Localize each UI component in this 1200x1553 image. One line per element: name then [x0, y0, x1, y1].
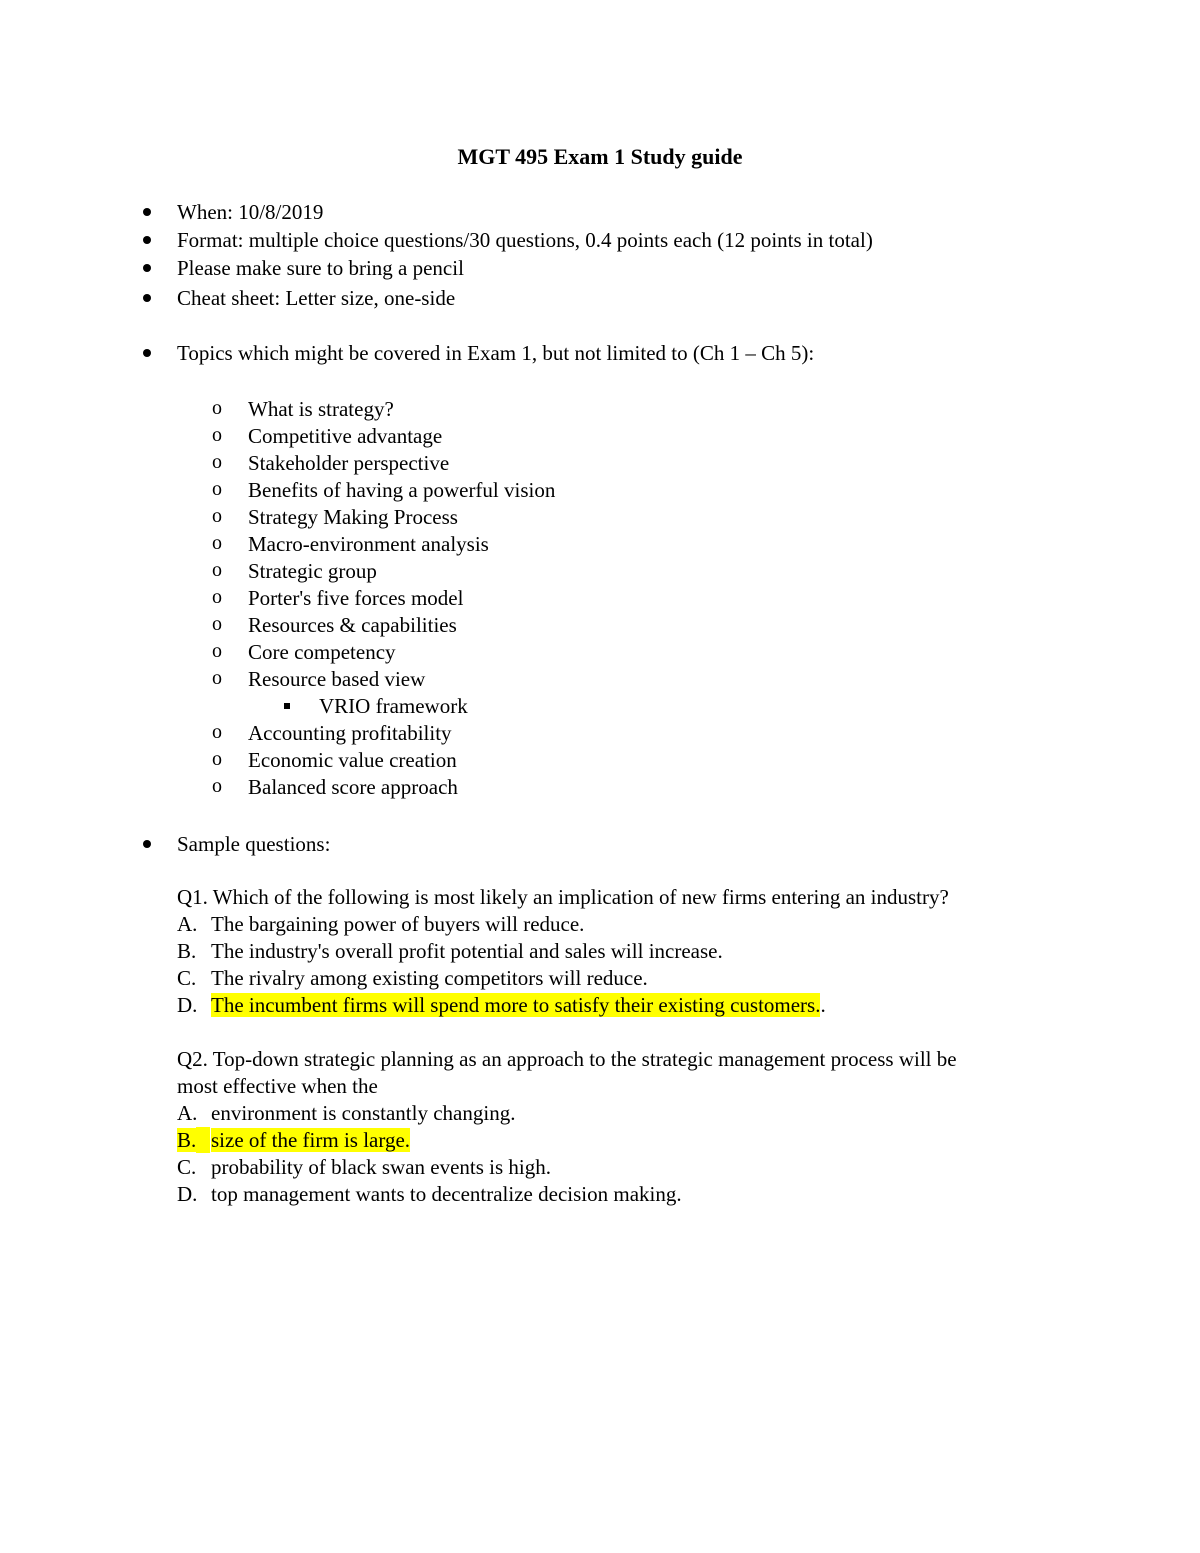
circle-bullet-icon: o [212, 559, 222, 581]
info-cheat-sheet: Cheat sheet: Letter size, one-side [177, 286, 456, 310]
q1-option-d-period: . [820, 993, 826, 1017]
sample-questions-heading: Sample questions: [177, 832, 331, 856]
circle-bullet-icon: o [212, 613, 222, 635]
square-bullet-icon [284, 703, 290, 709]
topic-item: Stakeholder perspective [248, 451, 450, 475]
topic-item: Benefits of having a powerful vision [248, 478, 556, 502]
topic-item: Economic value creation [248, 748, 457, 772]
q2-option-b-wrap [177, 1127, 210, 1153]
circle-bullet-icon: o [212, 667, 222, 689]
topic-item: Balanced score approach [248, 775, 458, 799]
bullet-icon [143, 236, 151, 244]
q1-option-d-letter: D. [177, 993, 198, 1017]
q2-answer-gap-highlight [196, 1127, 210, 1153]
q1-option-b-letter: B. [177, 939, 197, 963]
circle-bullet-icon: o [212, 532, 222, 554]
topic-item: Resource based view [248, 667, 426, 691]
circle-bullet-icon: o [212, 586, 222, 608]
info-when: When: 10/8/2019 [177, 200, 324, 224]
q2-answer-letter-highlight: B. [177, 1128, 197, 1152]
q2-question-line2: most effective when the [177, 1074, 378, 1098]
bullet-icon [143, 208, 151, 216]
info-pencil: Please make sure to bring a pencil [177, 256, 464, 280]
q1-option-a: The bargaining power of buyers will reduce. [211, 912, 585, 936]
topic-item: Strategy Making Process [248, 505, 458, 529]
bullet-icon [143, 349, 151, 357]
bullet-icon [143, 264, 151, 272]
subtopic-item: VRIO framework [319, 694, 468, 718]
topic-item: Accounting profitability [248, 721, 452, 745]
circle-bullet-icon: o [212, 505, 222, 527]
topic-item: Macro-environment analysis [248, 532, 489, 556]
topic-item: Porter's five forces model [248, 586, 464, 610]
circle-bullet-icon: o [212, 721, 222, 743]
q1-answer-highlight: The incumbent firms will spend more to satisfy their existing customers. [211, 993, 821, 1017]
circle-bullet-icon: o [212, 478, 222, 500]
q2-option-d: top management wants to decentralize decision making. [211, 1182, 682, 1206]
topic-item: Resources & capabilities [248, 613, 457, 637]
q2-question-line1: Q2. Top-down strategic planning as an approach to the strategic management process will be [177, 1047, 957, 1071]
q2-option-b [211, 1127, 410, 1153]
q1-option-b: The industry's overall profit potential and sales will increase. [211, 939, 723, 963]
q1-option-a-letter: A. [177, 912, 198, 936]
circle-bullet-icon: o [212, 640, 222, 662]
q1-option-c: The rivalry among existing competitors will reduce. [211, 966, 648, 990]
q1-option-c-letter: C. [177, 966, 197, 990]
q2-option-a-letter: A. [177, 1101, 198, 1125]
q2-option-d-letter: D. [177, 1182, 198, 1206]
circle-bullet-icon: o [212, 775, 222, 797]
circle-bullet-icon: o [212, 424, 222, 446]
page-title: MGT 495 Exam 1 Study guide [457, 144, 743, 169]
q1-question: Q1. Which of the following is most likely an implication of new firms entering an industry? [177, 885, 949, 909]
q2-answer-highlight: size of the firm is large. [211, 1128, 411, 1152]
topic-item: Strategic group [248, 559, 377, 583]
q2-option-c: probability of black swan events is high. [211, 1155, 552, 1179]
topics-heading: Topics which might be covered in Exam 1, but not limited to (Ch 1 – Ch 5): [177, 341, 815, 365]
q2-option-a: environment is constantly changing. [211, 1101, 516, 1125]
q1-option-d-wrap [211, 992, 826, 1018]
bullet-icon [143, 840, 151, 848]
circle-bullet-icon: o [212, 397, 222, 419]
topic-item: Competitive advantage [248, 424, 443, 448]
info-format: Format: multiple choice questions/30 questions, 0.4 points each (12 points in total) [177, 228, 873, 252]
bullet-icon [143, 294, 151, 302]
topic-item: Core competency [248, 640, 396, 664]
q2-option-c-letter: C. [177, 1155, 197, 1179]
topic-item: What is strategy? [248, 397, 394, 421]
circle-bullet-icon: o [212, 748, 222, 770]
circle-bullet-icon: o [212, 451, 222, 473]
